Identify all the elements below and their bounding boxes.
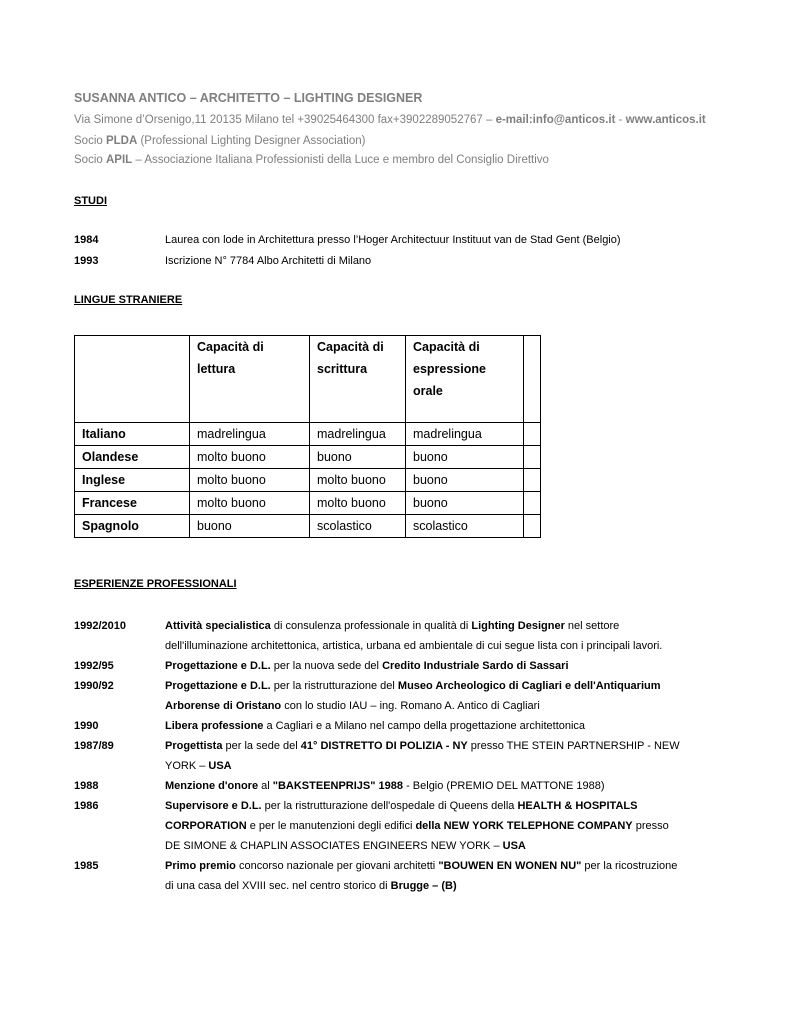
bold-text: HEALTH & HOSPITALS [517, 800, 638, 812]
experience-text-line [165, 880, 457, 892]
experience-text-line [165, 840, 526, 852]
oral-level: buono [406, 469, 524, 492]
table-header-empty [75, 336, 190, 423]
bold-text: Attività specialistica [165, 620, 271, 632]
bold-text: Credito Industriale Sardo di Sassari [382, 660, 569, 672]
bold-text: Supervisore e D.L. [165, 800, 262, 812]
plain-text: per la sede del [222, 740, 301, 752]
writing-level: madrelingua [310, 423, 406, 446]
section-heading-esperienze: ESPERIENZE PROFESSIONALI [74, 578, 237, 590]
oral-level: buono [406, 492, 524, 515]
reading-level: buono [190, 515, 310, 538]
reading-level: molto buono [190, 446, 310, 469]
bold-text: Museo Archeologico di Cagliari e dell'Antiquarium [397, 680, 661, 692]
experience-text-line [165, 860, 677, 872]
plain-text: per la ristrutturazione dell'ospedale di Queens della [261, 800, 518, 812]
plain-text: dell'illuminazione architettonica, artistica, urbana ed ambientale di cui segue lista con i principali lavori. [165, 640, 663, 652]
table-row [75, 492, 541, 515]
membership-apil [74, 154, 549, 166]
experience-year: 1985 [74, 860, 99, 872]
bold-text: "BAKSTEENPRIJS" 1988 [272, 780, 404, 792]
table-header-empty [524, 336, 541, 423]
bold-text: Brugge – (B) [390, 880, 457, 892]
header-line: Capacità di [413, 340, 480, 354]
experience-text-line [165, 820, 669, 832]
plain-text: al [258, 780, 273, 792]
studi-year: 1984 [74, 234, 99, 246]
language-name: Italiano [75, 423, 190, 446]
experience-text-line [165, 640, 662, 652]
experience-text-line [165, 760, 232, 772]
languages-table [74, 335, 541, 538]
reading-level: madrelingua [190, 423, 310, 446]
empty-cell [524, 515, 541, 538]
experience-year: 1990/92 [74, 680, 114, 692]
apil-description: – Associazione Italiana Professionisti della Luce e membro del Consiglio Direttivo [132, 154, 549, 166]
table-row [75, 423, 541, 446]
experience-year: 1992/95 [74, 660, 114, 672]
header-line: Capacità di [317, 340, 384, 354]
writing-level: molto buono [310, 492, 406, 515]
table-row [75, 446, 541, 469]
bold-text: CORPORATION [165, 820, 247, 832]
plain-text: presso [632, 820, 669, 832]
header-line: scrittura [317, 362, 368, 376]
language-name: Spagnolo [75, 515, 190, 538]
bold-text: 41° DISTRETTO DI POLIZIA - NY [300, 740, 468, 752]
plain-text: di consulenza professionale in qualità di [270, 620, 472, 632]
reading-level: molto buono [190, 469, 310, 492]
document-title: SUSANNA ANTICO – ARCHITETTO – LIGHTING DESIGNER [74, 91, 423, 105]
empty-cell [524, 423, 541, 446]
studi-text: Iscrizione N° 7784 Albo Architetti di Milano [165, 255, 372, 267]
plain-text: con lo studio IAU – ing. Romano A. Antico di Cagliari [281, 700, 540, 712]
oral-level: buono [406, 446, 524, 469]
bold-text: Libera professione [165, 720, 264, 732]
experience-year: 1987/89 [74, 740, 114, 752]
socio-prefix: Socio [74, 154, 106, 166]
separator-text: - [615, 114, 626, 126]
bold-text: Primo premio [165, 860, 236, 872]
bold-text: Progettista [165, 740, 223, 752]
bold-text: Menzione d'onore [165, 780, 259, 792]
plain-text: per la ristrutturazione del [270, 680, 398, 692]
studi-text: Laurea con lode in Architettura presso l’Hoger Architectuur Instituut van de Stad Gent (Belgio) [165, 234, 621, 246]
experience-text-line [165, 700, 540, 712]
plain-text: nel settore [564, 620, 620, 632]
section-heading-lingue: LINGUE STRANIERE [74, 294, 183, 306]
plain-text: YORK – [165, 760, 209, 772]
oral-level: scolastico [406, 515, 524, 538]
table-row [75, 469, 541, 492]
experience-text-line [165, 800, 637, 812]
socio-prefix: Socio [74, 135, 106, 147]
experience-text-line [165, 620, 619, 632]
website-text: www.anticos.it [625, 114, 706, 126]
header-line: Capacità di [197, 340, 264, 354]
header-line: orale [413, 384, 443, 398]
experience-year: 1992/2010 [74, 620, 126, 632]
bold-text: Progettazione e D.L. [165, 660, 271, 672]
plain-text: e per le manutenzioni degli edifici [246, 820, 416, 832]
experience-year: 1988 [74, 780, 99, 792]
header-line: lettura [197, 362, 236, 376]
contact-line [74, 114, 706, 126]
plda-name: PLDA [105, 135, 138, 147]
header-line: espressione [413, 362, 486, 376]
membership-plda [74, 135, 365, 147]
writing-level: scolastico [310, 515, 406, 538]
experience-year: 1990 [74, 720, 99, 732]
experience-text-line [165, 780, 605, 792]
section-heading-studi: STUDI [74, 195, 107, 207]
language-name: Francese [75, 492, 190, 515]
experience-text-line [165, 720, 585, 732]
plain-text: DE SIMONE & CHAPLIN ASSOCIATES ENGINEERS NEW YORK – [165, 840, 503, 852]
reading-level: molto buono [190, 492, 310, 515]
apil-name: APIL [105, 154, 133, 166]
language-name: Inglese [75, 469, 190, 492]
bold-text: Progettazione e D.L. [165, 680, 271, 692]
bold-text: Arborense di Oristano [165, 700, 282, 712]
experience-text-line [165, 660, 569, 672]
table-header-cell [310, 336, 406, 423]
bold-text: "BOUWEN EN WONEN NU" [438, 860, 582, 872]
plain-text: di una casa del XVIII sec. nel centro storico di [165, 880, 391, 892]
plain-text: per la ricostruzione [581, 860, 678, 872]
plain-text: per la nuova sede del [270, 660, 383, 672]
experience-text-line [165, 680, 661, 692]
plain-text: - Belgio (PREMIO DEL MATTONE 1988) [403, 780, 605, 792]
experience-year: 1986 [74, 800, 99, 812]
writing-level: molto buono [310, 469, 406, 492]
table-header-row [75, 336, 541, 423]
empty-cell [524, 469, 541, 492]
studi-year: 1993 [74, 255, 99, 267]
oral-level: madrelingua [406, 423, 524, 446]
plain-text: concorso nazionale per giovani architetti [235, 860, 439, 872]
table-header-cell [406, 336, 524, 423]
bold-text: USA [208, 760, 232, 772]
experience-text-line [165, 740, 680, 752]
bold-text: Lighting Designer [471, 620, 565, 632]
writing-level: buono [310, 446, 406, 469]
email-text: e-mail:info@anticos.it [495, 114, 616, 126]
address-text: Via Simone d’Orsenigo,11 20135 Milano tel +39025464300 fax+3902289052767 – [74, 114, 496, 126]
empty-cell [524, 446, 541, 469]
plain-text: presso THE STEIN PARTNERSHIP - NEW [467, 740, 680, 752]
plain-text: a Cagliari e a Milano nel campo della progettazione architettonica [263, 720, 586, 732]
plda-description: (Professional Lighting Designer Association) [137, 135, 366, 147]
language-name: Olandese [75, 446, 190, 469]
table-row [75, 515, 541, 538]
empty-cell [524, 492, 541, 515]
bold-text: USA [502, 840, 526, 852]
bold-text: della NEW YORK TELEPHONE COMPANY [415, 820, 633, 832]
table-header-cell [190, 336, 310, 423]
